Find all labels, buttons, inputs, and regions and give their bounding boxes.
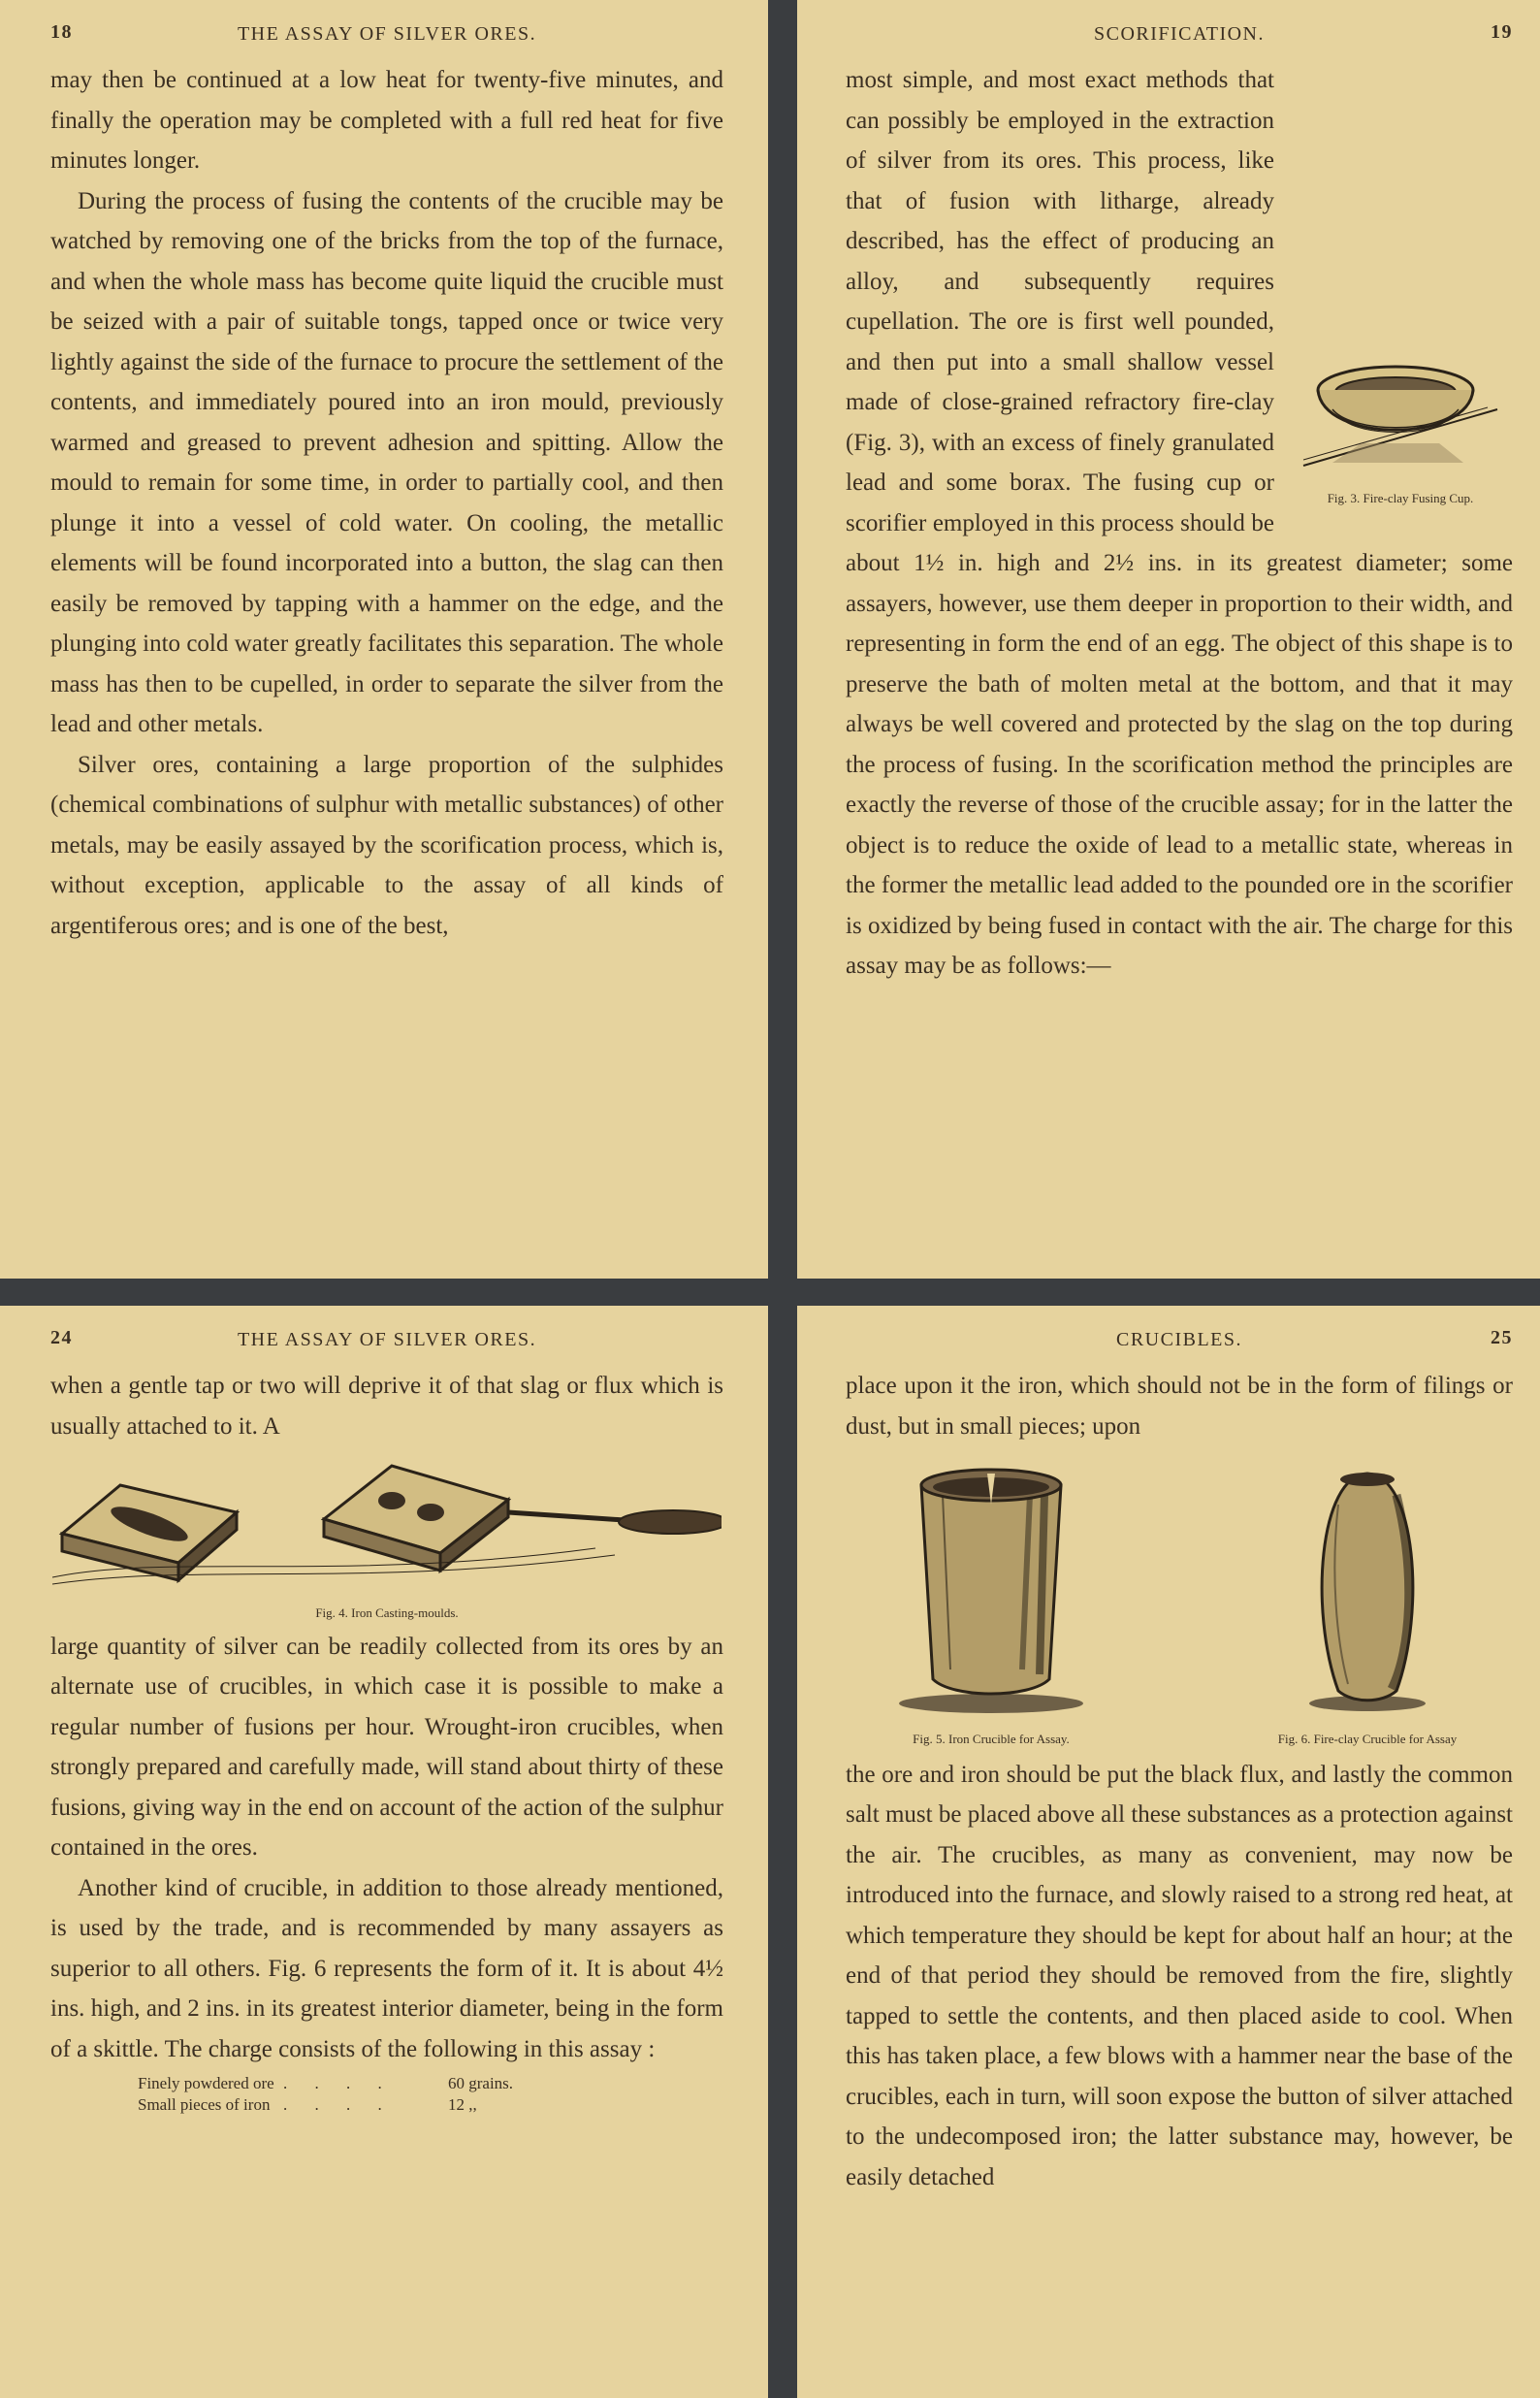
charge-row: [138, 2073, 723, 2094]
running-title: SCORIFICATION.: [1093, 23, 1266, 45]
page-body: [50, 60, 723, 946]
iron-casting-moulds-icon: [52, 1456, 722, 1592]
figure-6: [1222, 1466, 1513, 1747]
paragraph: may then be continued at a low heat for twenty-five minutes, and finally the operation may be completed with a full red heat for five minutes longer.: [50, 67, 723, 174]
paragraph: most simple, and most exact methods that can possibly be employed in the extraction of silver from its ores. This process, like that of fusion with litharge, already described, has the effect of producing an alloy, and subsequently requires cupellation. The ore is first well pounded, and then put into a small shallow vessel made of close-grained refractory fire-clay (Fig. 3), with an excess of finely granulated lead and some borax. The fusing cup or scorifier employed in this process should be about 1½ in. high and 2½ ins. in its greatest diameter; some assayers, however, use them deeper in proportion to their width, and representing in form the end of an egg. The object of this shape is to preserve the bath of molten metal at the bottom, and that it may always be well covered and protected by the slag on the top during the process of fusing. In the scorification method the principles are exactly the reverse of those of the crucible assay; for in the latter the object is to reduce the oxide of lead to a metallic state, whereas in the former the metallic lead added to the pounded ore in the scorifier is oxidized by being fused in contact with the air. The charge for this assay may be as follows:—: [846, 67, 1513, 979]
paragraph: Silver ores, containing a large proportion of the sulphides (chemical combinations of sulphur with metallic substances) of other metals, may be easily assayed by the scorification process, which is, without exception, applicable to the assay of all kinds of argentiferous ores; and is one of the best,: [50, 751, 723, 939]
charge-item: Finely powdered ore: [138, 2074, 274, 2092]
running-head: [50, 1327, 723, 1366]
running-head: [50, 21, 723, 60]
charge-row: [138, 2094, 723, 2116]
iron-crucible-icon: [894, 1466, 1088, 1718]
page-body: [846, 60, 1513, 987]
figure-5: [846, 1466, 1137, 1747]
paragraph: Another kind of crucible, in addition to those already mentioned, is used by the trade, and is recommended by many assayers as superior to all others. Fig. 6 represents the form of it. It is about 4½ ins. high, and 2 ins. in its greatest interior diameter, being in the form of a skittle. The charge consists of the following in this assay :: [50, 1874, 723, 2062]
running-title: THE ASSAY OF SILVER ORES.: [237, 23, 537, 45]
charge-quantity: 60 grains.: [448, 2074, 514, 2092]
paragraph: the ore and iron should be put the black flux, and lastly the common salt must be placed above all these substances as a protection against the air. The crucibles, as many as convenient, may now be introduced into the furnace, and slowly raised to a strong red heat, at which temperature they should be kept for about half an hour; at the end of that period they should be removed from the fire, slightly tapped to settle the contents, and then placed aside to cool. When this has taken place, a few blows with a hammer near the base of the crucibles, each in turn, will soon expose the button of silver attached to the undecomposed iron; the latter substance may, however, be easily detached: [846, 1761, 1513, 2190]
paragraph: when a gentle tap or two will deprive it of that slag or flux which is usually attached to it. A: [50, 1373, 723, 1440]
paragraph: During the process of fusing the contents of the crucible may be watched by removing one of the bricks from the top of the furnace, and when the whole mass has become quite liquid the crucible must be seized with a pair of suitable tongs, tapped once or twice very lightly against the side of the furnace to procure the settlement of the contents, and immediately poured into an iron mould, previously warmed and greased to prevent adhesion and spitting. Allow the mould to remain for some time, in order to partially cool, and then plunge it into a vessel of cold water. On cooling, the metallic elements will be found incorporated into a button, the slag can then easily be removed by tapping with a hammer on the edge, and the plunging into cold water greatly facilitates this separation. The whole mass has then to be cupelled, in order to separate the silver from the lead and other metals.: [50, 187, 723, 737]
charge-table: [50, 2073, 723, 2116]
book-page-25: [797, 1306, 1540, 2398]
figure-3: [1288, 351, 1513, 506]
figure-caption: Fig. 5. Iron Crucible for Assay.: [913, 1731, 1070, 1746]
figure-caption: Fig. 4. Iron Casting-moulds.: [315, 1604, 459, 1620]
page-number: 25: [1491, 1327, 1513, 1348]
paragraph: large quantity of silver can be readily collected from its ores by an alternate use of crucibles, in which case it is possible to make a regular number of fusions per hour. Wrought-iron crucibles, when strongly prepared and carefully made, will stand about thirty of these fusions, giving way in the end on account of the action of the sulphur contained in the ores.: [50, 1633, 723, 1861]
figure-row: [846, 1466, 1513, 1747]
running-title: CRUCIBLES.: [1115, 1329, 1243, 1350]
charge-item: Small pieces of iron: [138, 2095, 271, 2114]
book-page-19: [797, 0, 1540, 1279]
book-page-24: [0, 1306, 768, 2398]
page-number: 24: [50, 1327, 73, 1348]
figure-4: [50, 1456, 723, 1621]
book-page-18: [0, 0, 768, 1279]
charge-quantity: 12 ,,: [448, 2095, 477, 2114]
figure-caption: Fig. 6. Fire-clay Crucible for Assay: [1277, 1731, 1458, 1746]
fireclay-crucible-icon: [1290, 1466, 1445, 1718]
page-number: 18: [50, 21, 73, 43]
charge-leader: . . . .: [283, 2074, 394, 2092]
running-head: [846, 21, 1513, 60]
figure-caption: Fig. 3. Fire-clay Fusing Cup.: [1327, 490, 1474, 505]
charge-leader: . . . .: [283, 2095, 394, 2114]
running-head: [846, 1327, 1513, 1366]
page-body: [50, 1366, 723, 2116]
paragraph: place upon it the iron, which should not be in the form of filings or dust, but in small pieces; upon: [846, 1373, 1513, 1440]
page-body: [846, 1366, 1513, 2197]
fusing-cup-icon: [1294, 351, 1507, 477]
running-title: THE ASSAY OF SILVER ORES.: [237, 1329, 537, 1350]
page-number: 19: [1491, 21, 1513, 43]
